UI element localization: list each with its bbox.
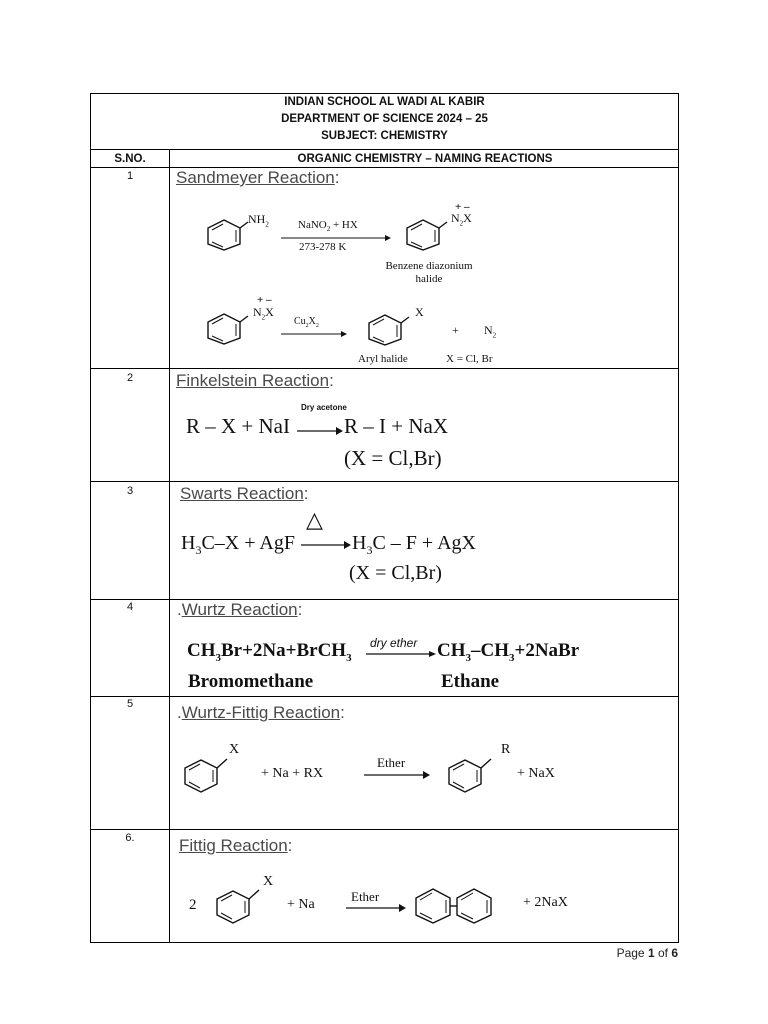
diazonium-group: $N_2X$ bbox=[451, 211, 472, 228]
arrow-label: dry ether bbox=[370, 636, 418, 650]
halogen-x: X bbox=[263, 874, 274, 889]
equation-rhs: $CH_3-CH_3+2NaBr$ bbox=[437, 640, 580, 664]
divider bbox=[91, 481, 678, 482]
arrow-icon bbox=[366, 651, 436, 657]
charge-label: + – bbox=[455, 201, 470, 213]
product-name: Aryl halide bbox=[358, 353, 408, 365]
school-name: INDIAN SCHOOL AL WADI AL KABIR bbox=[284, 96, 485, 108]
divider bbox=[91, 368, 678, 369]
reaction-title: Sandmeyer Reaction: bbox=[176, 168, 340, 187]
equation-rhs: $H_3C$ – F + AgX bbox=[352, 532, 476, 557]
reagents-label: + Na + RX bbox=[261, 766, 324, 781]
row-number: 6. bbox=[125, 832, 135, 844]
arrow-icon bbox=[281, 330, 347, 338]
arrow-label: Dry acetone bbox=[301, 403, 347, 412]
reactant-name: Bromomethane bbox=[188, 671, 314, 692]
arrow-icon bbox=[301, 541, 351, 549]
product-name: Ethane bbox=[441, 671, 500, 692]
equation-lhs: $CH_3Br+2Na+BrCH_3$ bbox=[187, 640, 352, 664]
benzene-ring-icon bbox=[215, 890, 251, 924]
amine-group: $NH_2$ bbox=[248, 212, 269, 229]
sno-header: S.NO. bbox=[114, 153, 146, 165]
reaction-title: .Wurtz Reaction: bbox=[177, 600, 303, 619]
arrow-icon bbox=[346, 904, 406, 912]
benzene-ring-icon bbox=[206, 219, 242, 251]
halogen-note: (X = Cl,Br) bbox=[349, 562, 442, 584]
charge-label: + – bbox=[257, 294, 272, 306]
equation-lhs: $H_3C-X$ + AgF bbox=[181, 532, 295, 557]
row-number: 2 bbox=[126, 372, 134, 384]
byproduct-label: + 2NaX bbox=[523, 895, 568, 910]
plus-sign: + bbox=[452, 323, 459, 337]
reaction-table bbox=[90, 93, 679, 943]
topic-header: ORGANIC CHEMISTRY – NAMING REACTIONS bbox=[297, 153, 553, 165]
department-line: DEPARTMENT OF SCIENCE 2024 – 25 bbox=[281, 113, 488, 125]
reaction-title: Swarts Reaction: bbox=[180, 484, 309, 503]
divider bbox=[91, 829, 678, 830]
halogen-x: X bbox=[229, 742, 240, 757]
divider bbox=[91, 696, 678, 697]
heat-icon: △ bbox=[306, 507, 323, 532]
reagents-label: + Na bbox=[287, 897, 315, 912]
benzene-ring-icon bbox=[183, 759, 219, 793]
reagent-label: $Cu_2X_2$ bbox=[294, 316, 319, 329]
halide-x: X bbox=[415, 305, 424, 319]
coefficient: 2 bbox=[189, 897, 197, 913]
reagent-label: NaNO$_2$ + HX bbox=[298, 219, 358, 234]
arrow-label: Ether bbox=[351, 889, 380, 904]
arrow-label: Ether bbox=[377, 755, 406, 770]
equation-rhs: R – I + NaX bbox=[344, 414, 448, 438]
nitrogen-byproduct: $N_2$ bbox=[484, 323, 497, 340]
condition-label: 273-278 K bbox=[299, 241, 347, 253]
page-number: Page 1 of 6 bbox=[616, 946, 678, 960]
biphenyl-icon bbox=[414, 888, 494, 924]
arrow-icon bbox=[364, 771, 430, 779]
divider bbox=[91, 149, 678, 150]
halogen-note: X = Cl, Br bbox=[446, 353, 493, 365]
diazonium-group: $N_2X$ bbox=[253, 305, 274, 322]
benzene-ring-icon bbox=[367, 314, 403, 346]
reaction-title: .Wurtz-Fittig Reaction: bbox=[177, 703, 345, 722]
benzene-ring-icon bbox=[405, 219, 441, 251]
halogen-note: (X = Cl,Br) bbox=[344, 446, 442, 470]
product-name: Benzene diazonium halide bbox=[385, 260, 473, 285]
alkyl-r: R bbox=[501, 742, 511, 757]
benzene-ring-icon bbox=[447, 759, 483, 793]
column-divider bbox=[169, 150, 170, 942]
equation-lhs: R – X + NaI bbox=[186, 414, 290, 438]
row-number: 4 bbox=[126, 601, 134, 613]
reaction-title: Finkelstein Reaction: bbox=[176, 371, 334, 390]
row-number: 1 bbox=[126, 170, 134, 182]
subject-line: SUBJECT: CHEMISTRY bbox=[321, 130, 448, 142]
reaction-title: Fittig Reaction: bbox=[179, 836, 293, 855]
byproduct-label: + NaX bbox=[517, 766, 555, 781]
arrow-icon bbox=[297, 427, 343, 435]
row-number: 3 bbox=[126, 485, 134, 497]
benzene-ring-icon bbox=[206, 313, 242, 345]
row-number: 5 bbox=[126, 698, 134, 710]
